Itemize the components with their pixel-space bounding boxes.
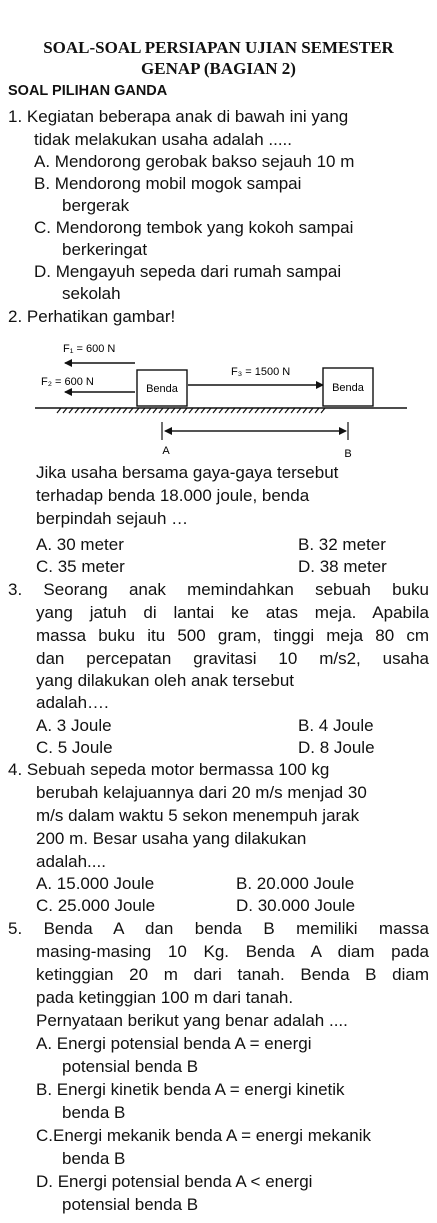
question-5-text-cont: masing-masing 10 Kg. Benda A diam pada [36, 942, 429, 961]
question-3-text-cont4: yang dilakukan oleh anak tersebut [36, 671, 295, 690]
question-2-text: 2. Perhatikan gambar! [8, 307, 176, 326]
point-b-label: B [344, 448, 352, 460]
document-title-line2: GENAP (BAGIAN 2) [141, 59, 296, 78]
question-5-option-c-cont: benda B [62, 1149, 126, 1168]
question-3-text-cont3: dan percepatan gravitasi 10 m/s2, usaha [36, 649, 429, 668]
question-3-text-cont2: massa buku itu 500 gram, tinggi meja 80 cm [36, 626, 429, 645]
question-3-text-cont5: adalah…. [36, 693, 109, 712]
question-1-option-b-cont: bergerak [62, 196, 130, 215]
question-3-text-cont: yang jatuh di lantai ke atas meja. Apabila [36, 603, 429, 622]
question-4-text-cont3: 200 m. Besar usaha yang dilakukan [36, 829, 307, 848]
question-3-option-b: B. 4 Joule [298, 716, 374, 735]
question-4-option-a: A. 15.000 Joule [36, 874, 155, 893]
question-5-option-d-cont: potensial benda B [62, 1195, 199, 1214]
question-1-option-a: A. Mendorong gerobak bakso sejauh 10 m [34, 152, 355, 171]
question-3-option-d: D. 8 Joule [298, 738, 375, 757]
question-2-option-d: D. 38 meter [298, 557, 387, 576]
question-2-option-b: B. 32 meter [298, 535, 386, 554]
question-5-option-b: B. Energi kinetik benda A = energi kinetik [36, 1080, 345, 1099]
question-4-option-c: C. 25.000 Joule [36, 896, 156, 915]
question-1-option-d-cont: sekolah [62, 284, 121, 303]
question-2-text-cont2: terhadap benda 18.000 joule, benda [36, 486, 310, 505]
question-4-text-cont: berubah kelajuannya dari 20 m/s menjad 30 [36, 783, 367, 802]
question-3-option-a: A. 3 Joule [36, 716, 112, 735]
question-5-text-cont2: ketinggian 20 m dari tanah. Benda B diam [36, 965, 429, 984]
question-1-option-c-cont: berkeringat [62, 240, 148, 259]
question-5-option-a: A. Energi potensial benda A = energi [36, 1034, 312, 1053]
question-5-text: 5. Benda A dan benda B memiliki massa [8, 919, 429, 938]
force-f2-label: F₂ = 600 N [41, 376, 94, 388]
point-a-label: A [162, 445, 170, 457]
force-f1-label: F₁ = 600 N [63, 343, 116, 355]
question-5-text-cont3: pada ketinggian 100 m dari tanah. [36, 988, 294, 1007]
question-5-text-cont4: Pernyataan berikut yang benar adalah .... [36, 1011, 348, 1030]
question-4-text: 4. Sebuah sepeda motor bermassa 100 kg [8, 760, 330, 779]
question-1-text-cont: tidak melakukan usaha adalah ..... [34, 130, 292, 149]
question-1-option-c: C. Mendorong tembok yang kokoh sampai [34, 218, 354, 237]
question-5-option-c: C.Energi mekanik benda A = energi mekanik [36, 1126, 372, 1145]
question-4-text-cont2: m/s dalam waktu 5 sekon menempuh jarak [36, 806, 360, 825]
question-1-option-b: B. Mendorong mobil mogok sampai [34, 174, 302, 193]
question-3-option-c: C. 5 Joule [36, 738, 113, 757]
force-diagram [35, 330, 415, 466]
question-5-option-b-cont: benda B [62, 1103, 126, 1122]
question-1-text: 1. Kegiatan beberapa anak di bawah ini yang [8, 107, 349, 126]
question-4-text-cont4: adalah.... [36, 852, 106, 871]
question-1-option-d: D. Mengayuh sepeda dari rumah sampai [34, 262, 342, 281]
benda-label-right: Benda [332, 382, 364, 394]
question-3-text: 3. Seorang anak memindahkan sebuah buku [8, 580, 429, 599]
question-4-option-d: D. 30.000 Joule [236, 896, 356, 915]
question-5-option-d: D. Energi potensial benda A < energi [36, 1172, 313, 1191]
question-5-option-a-cont: potensial benda B [62, 1057, 199, 1076]
question-2-option-a: A. 30 meter [36, 535, 124, 554]
question-2-text-cont3: berpindah sejauh … [36, 509, 189, 528]
force-f3-label: F₃ = 1500 N [231, 366, 291, 378]
section-heading: SOAL PILIHAN GANDA [8, 83, 168, 99]
document-title-line1: SOAL-SOAL PERSIAPAN UJIAN SEMESTER [43, 38, 394, 57]
question-4-option-b: B. 20.000 Joule [236, 874, 355, 893]
question-2-text-cont: Jika usaha bersama gaya-gaya tersebut [36, 463, 339, 482]
question-2-option-c: C. 35 meter [36, 557, 125, 576]
benda-label-left: Benda [146, 383, 178, 395]
